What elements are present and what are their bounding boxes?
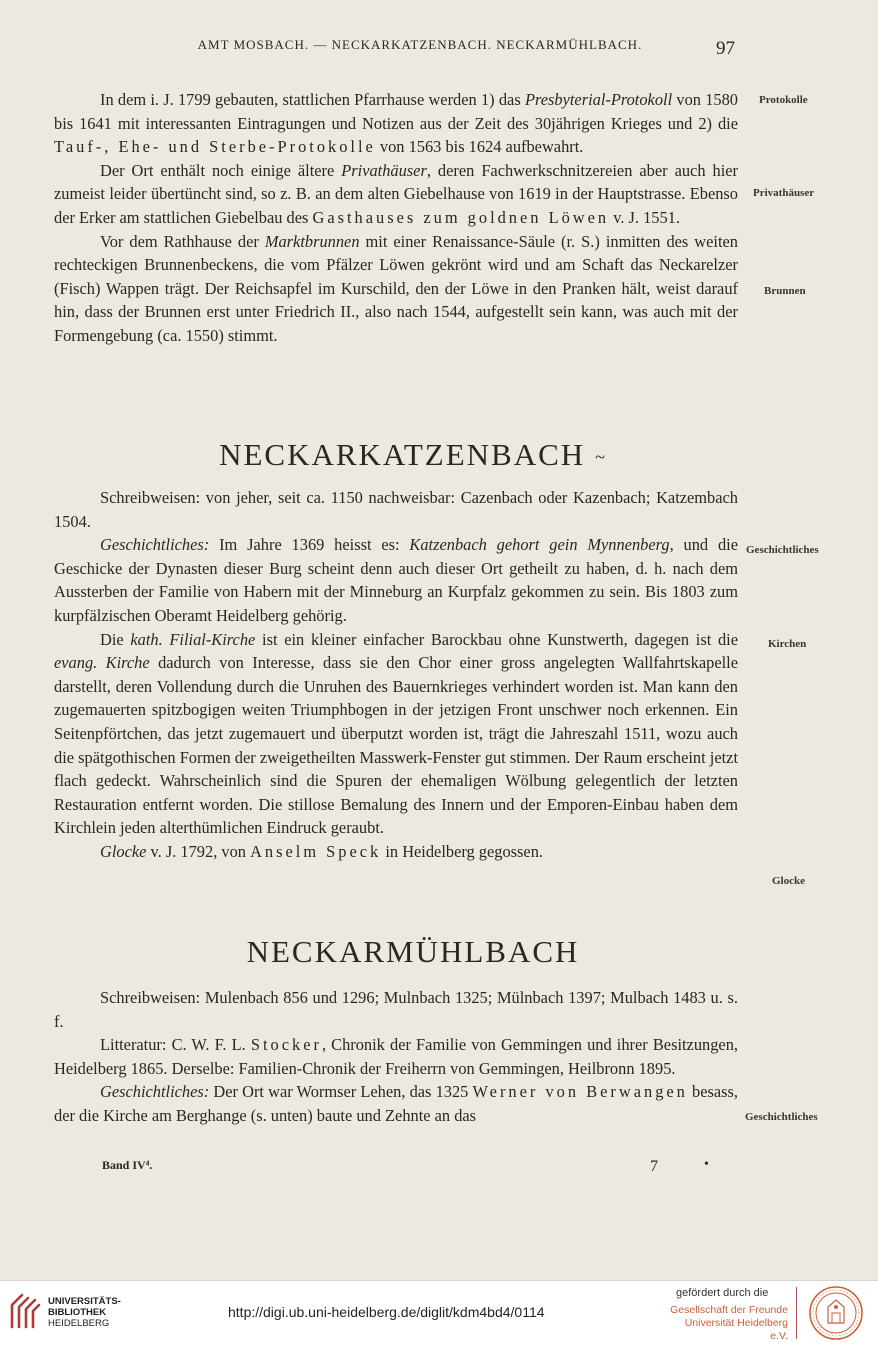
university-seal-icon[interactable] [808, 1285, 864, 1341]
paragraph-protokolle: In dem i. J. 1799 gebauten, stattlichen Pfarrhause werden 1) das Presbyterial-Protokoll von 1580 bis 1641 mit interessanten Eintragungen und Notizen aus der Zeit des 30jährigen Krieges und 2) die Tauf-, Ehe- und Sterbe-Protokolle von 1563 bis 1624 aufbewahrt. [54, 90, 739, 157]
sponsor-label: gefördert durch die [676, 1287, 769, 1299]
paragraph-litteratur: Litteratur: C. W. F. L. Stocker, Chronik der Familie von Gemmingen und ihrer Besitzungen, Heidelberg 1865. Derselbe: Familien-Chronik der Freiherrn von Gemmingen, Heilbronn 1895. [54, 1035, 738, 1078]
divider [796, 1287, 797, 1339]
pencil-mark: ~ [595, 447, 607, 468]
paragraph-geschichtliches-2: Geschichtliches: Der Ort war Wormser Lehen, das 1325 Werner von Berwangen besass, der die Kirche am Berghange (s. unten) baute und Zehnte an das [54, 1082, 739, 1125]
margin-note-privathaeuser: Privathäuser [753, 187, 815, 199]
paragraph-geschichtliches: Geschichtliches: Im Jahre 1369 heisst es: Katzenbach gehort gein Mynnenberg, und die Geschicke der Dynasten dieser Burg scheint denn auch dieser Ort getheilt zu haben, d. h. nach dem Aussterben der Familie von Habern mit der Minneburg an Kurpfalz gekommen zu sein. Bis 1803 zum kurpfälzischen Oberamt Heidelberg gehörig. [54, 535, 738, 625]
running-head: AMT MOSBACH. — NECKARKATZENBACH. NECKARMÜHLBACH. [197, 37, 643, 52]
page-number: 97 [716, 38, 735, 59]
sheet-number: 7 [650, 1158, 658, 1175]
paragraph-brunnen: Vor dem Rathhause der Marktbrunnen mit einer Renaissance-Säule (r. S.) inmitten des weiten rechteckigen Brunnenbeckens, die vom Pfälzer Löwen gekrönt wird und am Schaft das Neckarelzer (Fisch) Wappen trägt. Der Reichsapfel im Kurschild, den der Löwe in den Pranken hält, weist darauf hin, dass der Brunnen erst unter Friedrich II., also nach 1544, aufgestellt sein kann, was auch mit der Formengebung (ca. 1550) stimmt. [54, 231, 738, 345]
margin-note-protokolle: Protokolle [759, 94, 808, 106]
paragraph-glocke: Glocke v. J. 1792, von Anselm Speck in Heidelberg gegossen. [100, 841, 543, 861]
footer-dot: • [704, 1157, 709, 1172]
heading-neckarmuehlbach: NECKARMÜHLBACH [246, 934, 580, 969]
library-name[interactable]: UNIVERSITÄTS- BIBLIOTHEK HEIDELBERG [48, 1296, 121, 1329]
section-neckarmuehlbach [54, 986, 738, 1128]
digitization-bar [0, 1280, 878, 1345]
sponsor-name[interactable]: Gesellschaft der Freunde Universität Heidelberg e.V. [670, 1304, 788, 1342]
paragraph-schreibweisen: Schreibweisen: von jeher, seit ca. 1150 nachweisbar: Cazenbach oder Kazenbach; Katzembach 1504. [54, 488, 738, 531]
margin-note-brunnen: Brunnen [764, 285, 806, 297]
university-library-logo-icon[interactable] [8, 1291, 42, 1331]
heading-neckarkatzenbach: NECKARKATZENBACH ~ [219, 437, 607, 472]
section-mosbach-continued [54, 88, 738, 348]
margin-note-geschichtliches: Geschichtliches [746, 544, 819, 556]
paragraph-schreibweisen-2: Schreibweisen: Mulenbach 856 und 1296; Mulnbach 1325; Mülnbach 1397; Mulbach 1483 u. s. f. [54, 988, 738, 1031]
permalink-url[interactable]: http://digi.ub.uni-heidelberg.de/diglit/kdm4bd4/0114 [228, 1304, 545, 1320]
margin-note-geschichtliches-2: Geschichtliches [745, 1111, 818, 1123]
margin-note-kirchen: Kirchen [768, 638, 807, 650]
margin-note-glocke: Glocke [772, 875, 805, 887]
paragraph-privathaeuser: Der Ort enthält noch einige ältere Privathäuser, deren Fachwerkschnitzereien aber auch hier zumeist leider übertüncht sind, so z. B. an dem alten Giebelhause von 1619 in der Hauptstrasse. Ebenso der Erker am stattlichen Giebelbau des Gasthauses zum goldnen Löwen v. J. 1551. [54, 160, 738, 227]
paragraph-kirchen: Die kath. Filial-Kirche ist ein kleiner einfacher Barockbau ohne Kunstwerth, dagegen ist die evang. Kirche dadurch von Interesse, dass sie den Chor einer gross angelegten Wallfahrtskapelle darstellt, deren Vollendung durch die Unruhen des Bauernkrieges verhindert worden ist. Man kann den zugemauerten spitzbogigen weiten Triumphbogen in der jetzigen Front unschwer noch erkennen. Ein Seitenpförtchen, das jetzt zugemauert und überputzt worden ist, trägt die Jahreszahl 1511, wozu auch die spätgothischen Formen der zweigetheilten Masswerk-Fenster gut stimmen. Der Raum erscheint jetzt flach gedeckt. Wahrscheinlich sind die Spuren der ehemaligen Wölbung gelegentlich der letzten Restauration entfernt worden. Die stillose Bemalung des Innern und der Emporen-Einbau haben dem Kirchlein jeden alterthümlichen Eindruck geraubt. [54, 629, 738, 838]
signature-mark: Band IV⁴. [102, 1158, 153, 1172]
section-neckarkatzenbach [54, 486, 738, 864]
